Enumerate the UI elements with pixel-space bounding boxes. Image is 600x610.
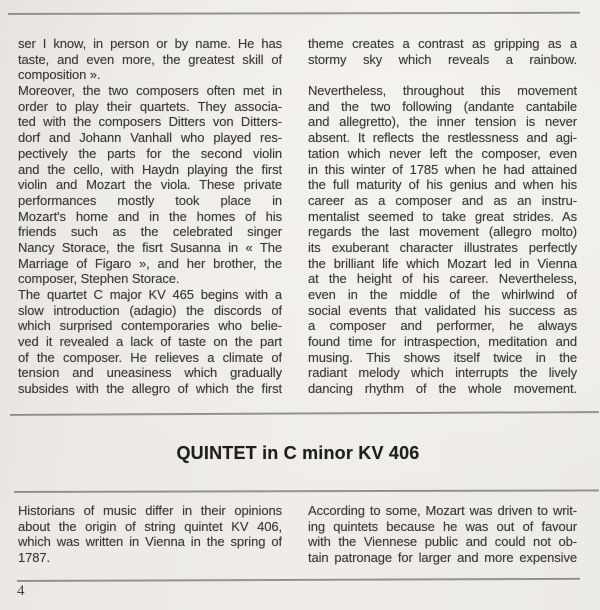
text-line: of the composer. He relieves a climate of — [18, 349, 282, 365]
text-line: pectively the parts for the second violin — [18, 145, 282, 161]
section-divider-top — [10, 411, 599, 415]
text-line: the full maturity of his genius and when his — [308, 177, 577, 193]
text-line: ser I know, in person or by name. He has — [18, 36, 282, 51]
text-line: violin and Mozart the viola. These private — [18, 177, 282, 193]
paragraph — [308, 503, 577, 566]
text-line: dancing rhythm of the whole movement. — [308, 381, 577, 397]
text-line: and the two following (andante cantabile — [308, 98, 577, 114]
text-line: mentalist seemed to take great strides. As — [308, 208, 577, 224]
text-line: Nancy Storace, the fisrt Susanna in « The — [18, 239, 282, 255]
text-line: composition ». — [18, 67, 101, 83]
text-line: a composer and performer, he always — [308, 318, 577, 334]
paragraph — [18, 503, 282, 566]
text-line: Historians of music differ in their opinions — [18, 503, 282, 518]
lower-left-column — [18, 503, 282, 566]
text-line: tation which never left the composer, even — [308, 145, 577, 161]
text-line: slow introduction (adagio) the discords of — [18, 302, 282, 318]
text-line: and the cello, with Haydn playing the first — [18, 161, 282, 177]
upper-left-column — [18, 36, 282, 397]
text-line: which was written in Vienna in the spring of — [18, 534, 282, 550]
text-line: in this winter of 1785 when he had attained — [308, 161, 577, 177]
text-line: absent. It reflects the restlessness and agi- — [308, 130, 577, 146]
text-line: Moreover, the two composers often met in — [18, 83, 282, 99]
paragraph — [308, 83, 577, 397]
text-line: stormy sky which reveals a rainbow. — [308, 51, 577, 67]
text-line: dorf and Johann Vanhall who played res- — [18, 130, 282, 146]
paragraph — [18, 287, 282, 397]
text-line: According to some, Mozart was driven to writ- — [308, 503, 577, 518]
text-line: regards the last movement (allegro molto) — [308, 224, 577, 240]
text-line: Marriage of Figaro », and her brother, the — [18, 255, 282, 271]
text-line: friends such as the celebrated singer — [18, 224, 282, 240]
text-line: career as a composer and as an instru- — [308, 192, 577, 208]
text-line: ted with the composers Ditters von Ditters- — [18, 114, 282, 130]
text-line: musing. This shows itself twice in the — [308, 349, 577, 365]
paragraph — [18, 36, 282, 83]
text-line: found time for intraspection, meditation and — [308, 334, 577, 350]
text-line: tain patronage for larger and more expensive — [308, 550, 577, 566]
text-line: composer, Stephen Storace. — [18, 271, 180, 287]
text-line: ved it revealed a lack of taste on the part — [18, 334, 282, 350]
section-heading: QUINTET in C minor KV 406 — [176, 443, 420, 463]
text-line: performances mostly took place in — [18, 192, 282, 208]
footer-divider — [17, 578, 580, 582]
text-line: tension and uneasiness which gradually — [18, 365, 282, 381]
text-line: The quartet C major KV 465 begins with a — [18, 287, 282, 302]
top-divider — [8, 12, 580, 15]
text-line: even in the middle of the whirlwind of — [308, 287, 577, 302]
page-number: 4 — [17, 583, 25, 599]
text-line: with the Viennese public and could not ob- — [308, 534, 577, 550]
text-line: Nevertheless, throughout this movement — [308, 83, 577, 99]
text-line: ing quintets because he was out of favour — [308, 518, 577, 534]
upper-right-column — [308, 36, 577, 397]
section-divider-bottom — [14, 489, 599, 492]
text-line: Mozart's home and in the homes of his — [18, 208, 282, 224]
text-line: subsides with the allegro of which the first — [18, 381, 282, 397]
upper-text-block — [18, 36, 577, 397]
text-line: at the height of his career. Nevertheless, — [308, 271, 577, 287]
text-line: theme creates a contrast as gripping as a — [308, 36, 577, 51]
text-line: radiant melody which interrupts the lively — [308, 365, 577, 381]
paragraph — [18, 83, 282, 287]
lower-right-column — [308, 503, 577, 566]
text-line: the brilliant life which Mozart led in Vienna — [308, 255, 577, 271]
text-line: order to play their quartets. They associa- — [18, 98, 282, 114]
paragraph — [308, 36, 577, 67]
text-line: 1787. — [18, 550, 51, 566]
text-line: which surprised contemporaries who belie- — [18, 318, 282, 334]
text-line: its exuberant character illustrates perfectly — [308, 239, 577, 255]
text-line: social events that validated his success as — [308, 302, 577, 318]
text-line: taste, and even more, the greatest skill of — [18, 51, 282, 67]
text-line: about the origin of string quintet KV 406, — [18, 518, 282, 534]
lower-text-block — [18, 503, 577, 566]
text-line: and allegretto), the inner tension is never — [308, 114, 577, 130]
